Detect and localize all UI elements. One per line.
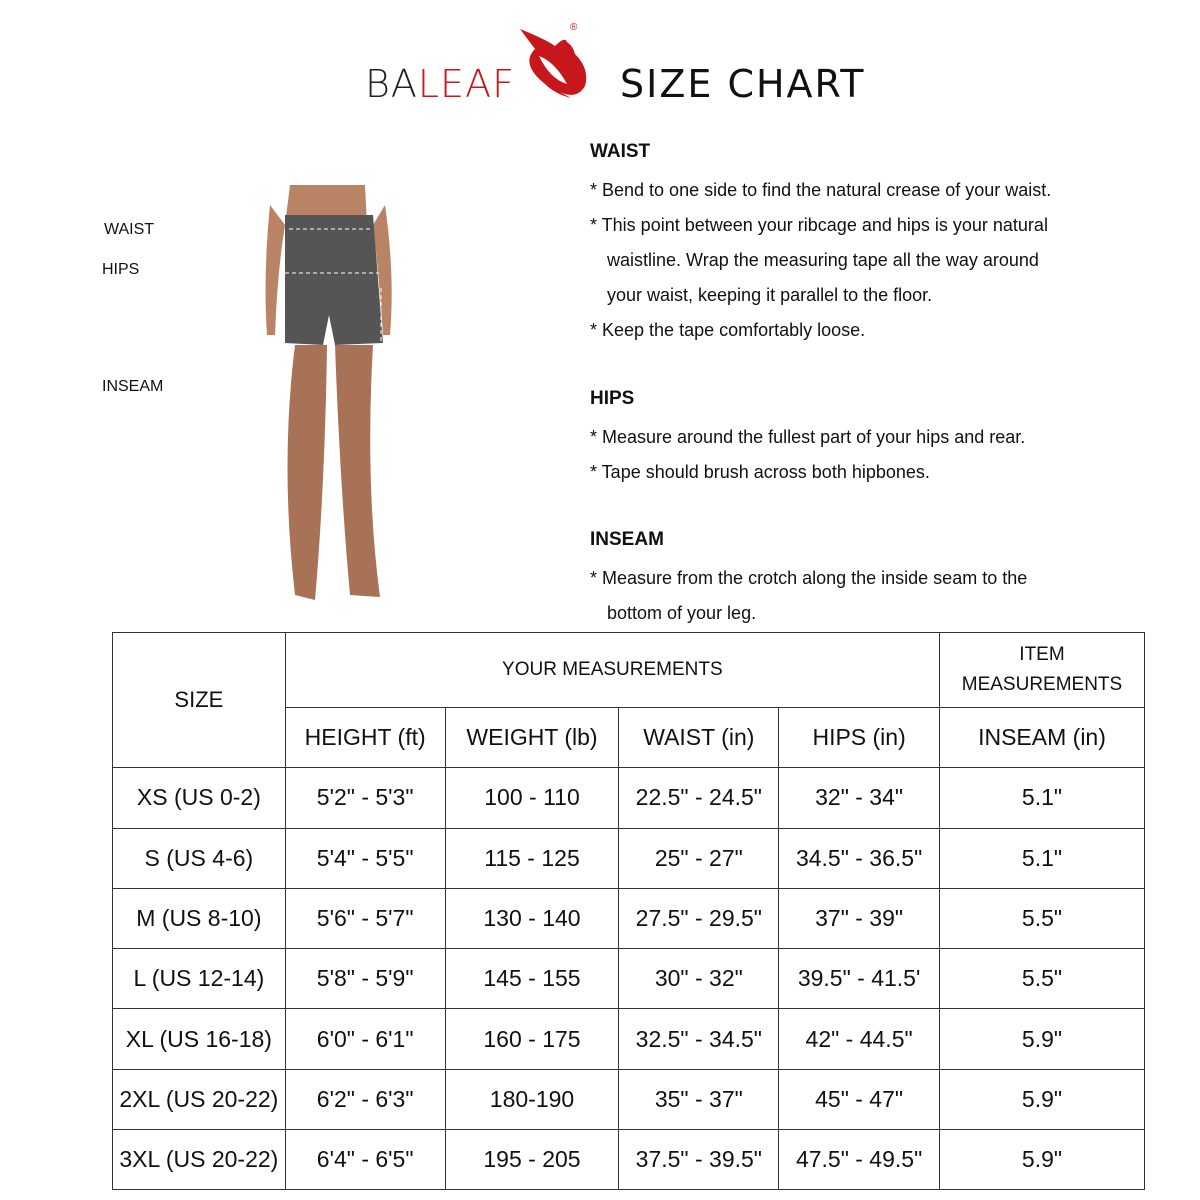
table-row <box>113 1009 1145 1069</box>
table-cell: 130 - 140 <box>445 888 619 948</box>
size-cell: 3XL (US 20-22) <box>113 1130 286 1190</box>
guide-line: * Bend to one side to find the natural crease of your waist. <box>590 180 1052 200</box>
guide-line: * Measure around the fullest part of your hips and rear. <box>590 427 1026 447</box>
size-cell: M (US 8-10) <box>113 888 286 948</box>
table-cell: 42" - 44.5" <box>779 1009 940 1069</box>
table-row <box>113 888 1145 948</box>
column-header: WEIGHT (lb) <box>445 708 619 768</box>
brand-text-a: BA <box>365 62 418 106</box>
guide-line: * This point between your ribcage and hips is your natural <box>590 215 1048 235</box>
brand-logo <box>365 62 515 106</box>
table-cell: 6'0" - 6'1" <box>285 1009 445 1069</box>
table-cell: 35" - 37" <box>619 1069 779 1129</box>
your-measurements-header: YOUR MEASUREMENTS <box>285 633 939 708</box>
table-cell: 25" - 27" <box>619 828 779 888</box>
table-cell: 5.9" <box>939 1009 1144 1069</box>
table-cell: 5'2" - 5'3" <box>285 768 445 828</box>
table-cell: 195 - 205 <box>445 1130 619 1190</box>
table-cell: 47.5" - 49.5" <box>779 1130 940 1190</box>
table-cell: 27.5" - 29.5" <box>619 888 779 948</box>
column-header: WAIST (in) <box>619 708 779 768</box>
table-cell: 5'6" - 5'7" <box>285 888 445 948</box>
table-cell: 6'4" - 6'5" <box>285 1130 445 1190</box>
size-header: SIZE <box>113 633 286 768</box>
size-table <box>112 632 1145 1190</box>
size-cell: S (US 4-6) <box>113 828 286 888</box>
table-cell: 5'8" - 5'9" <box>285 949 445 1009</box>
brand-text-b: LEAF <box>417 62 515 106</box>
guide-line: your waist, keeping it parallel to the floor. <box>607 285 933 305</box>
table-cell: 180-190 <box>445 1069 619 1129</box>
table-cell: 32.5" - 34.5" <box>619 1009 779 1069</box>
guide-title: HIPS <box>590 388 635 409</box>
table-cell: 22.5" - 24.5" <box>619 768 779 828</box>
hips-label: HIPS <box>102 261 140 278</box>
table-cell: 6'2" - 6'3" <box>285 1069 445 1129</box>
table-cell: 34.5" - 36.5" <box>779 828 940 888</box>
table-cell: 100 - 110 <box>445 768 619 828</box>
size-cell: XS (US 0-2) <box>113 768 286 828</box>
hips-guide <box>590 388 1025 490</box>
page-title: SIZE CHART <box>620 62 866 106</box>
waist-guide <box>590 141 1051 348</box>
inseam-label: INSEAM <box>102 378 164 395</box>
table-cell: 45" - 47" <box>779 1069 940 1129</box>
table-cell: 30" - 32" <box>619 949 779 1009</box>
guide-title: WAIST <box>590 141 651 162</box>
item-measurements-header: ITEM MEASUREMENTS <box>939 633 1144 708</box>
table-cell: 115 - 125 <box>445 828 619 888</box>
guide-line: * Keep the tape comfortably loose. <box>590 320 866 340</box>
table-cell: 39.5" - 41.5' <box>779 949 940 1009</box>
table-cell: 37" - 39" <box>779 888 940 948</box>
leaf-logo-icon <box>515 24 595 100</box>
size-cell: XL (US 16-18) <box>113 1009 286 1069</box>
guide-title: INSEAM <box>590 529 664 550</box>
guide-line: * Measure from the crotch along the inside seam to the <box>590 568 1028 588</box>
size-cell: L (US 12-14) <box>113 949 286 1009</box>
guide-line: waistline. Wrap the measuring tape all the way around <box>607 250 1039 270</box>
table-cell: 160 - 175 <box>445 1009 619 1069</box>
table-cell: 5.1" <box>939 768 1144 828</box>
table-cell: 5.9" <box>939 1130 1144 1190</box>
inseam-guide <box>590 529 1027 631</box>
table-cell: 37.5" - 39.5" <box>619 1130 779 1190</box>
guide-line: bottom of your leg. <box>607 603 757 623</box>
guide-line: * Tape should brush across both hipbones. <box>590 462 930 482</box>
column-header: HEIGHT (ft) <box>285 708 445 768</box>
table-cell: 32" - 34" <box>779 768 940 828</box>
table-row <box>113 768 1145 828</box>
table-cell: 5'4" - 5'5" <box>285 828 445 888</box>
table-row <box>113 1130 1145 1190</box>
column-header: HIPS (in) <box>779 708 940 768</box>
table-row <box>113 949 1145 1009</box>
waist-label: WAIST <box>104 221 155 238</box>
size-cell: 2XL (US 20-22) <box>113 1069 286 1129</box>
table-cell: 5.1" <box>939 828 1144 888</box>
table-cell: 5.5" <box>939 949 1144 1009</box>
table-cell: 5.9" <box>939 1069 1144 1129</box>
table-row <box>113 1069 1145 1129</box>
table-cell: 5.5" <box>939 888 1144 948</box>
registered-mark: ® <box>570 22 578 33</box>
column-header: INSEAM (in) <box>939 708 1144 768</box>
model-photo <box>255 185 415 617</box>
table-row <box>113 828 1145 888</box>
table-cell: 145 - 155 <box>445 949 619 1009</box>
